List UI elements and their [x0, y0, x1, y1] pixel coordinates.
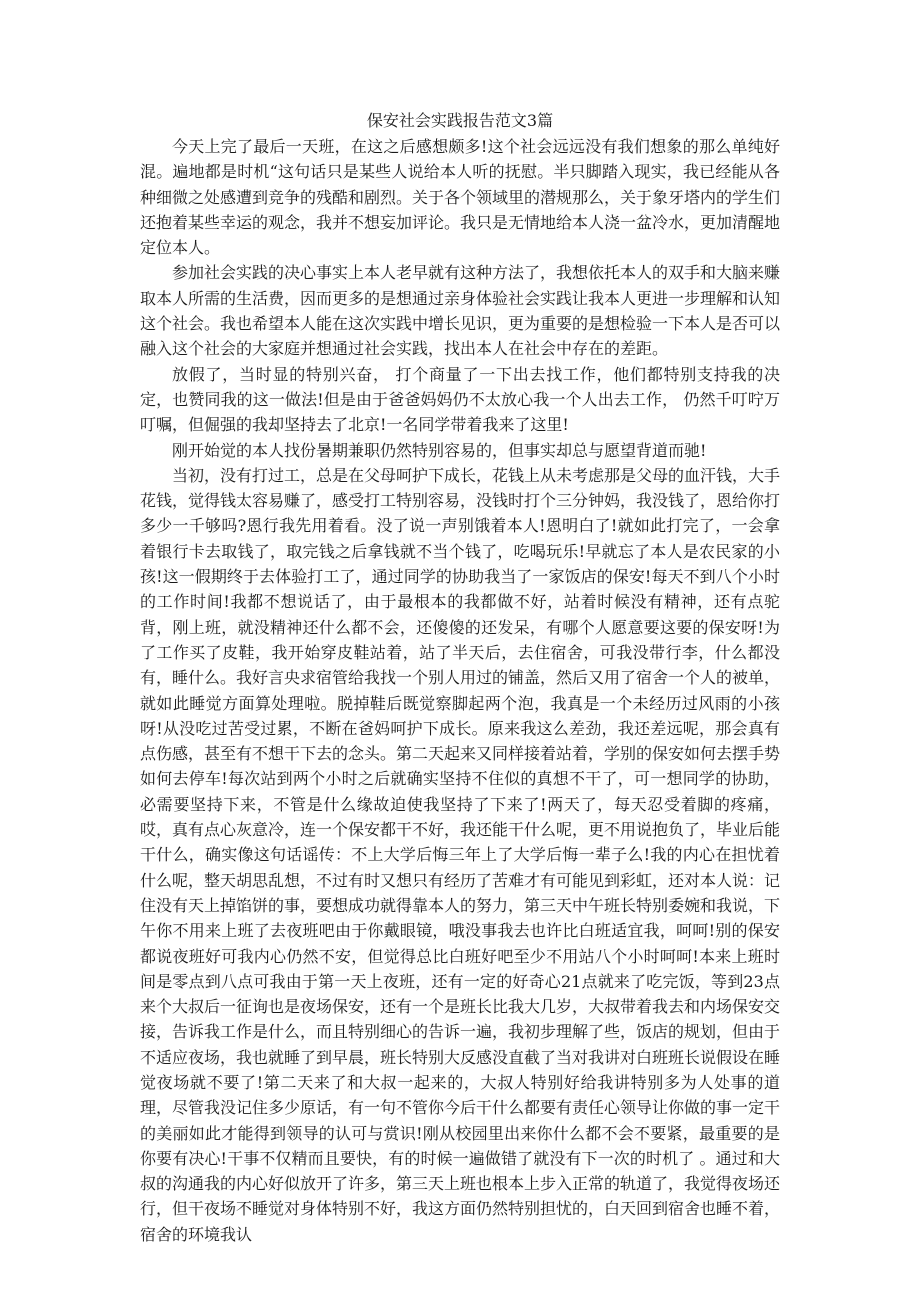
paragraph-2: 参加社会实践的决心事实上本人老早就有这种方法了，我想依托本人的双手和大脑来赚取本人所需的生活费，因而更多的是想通过亲身体验社会实践让我本人更进一步理解和认知这个社会。我也希望本人能在这次实践中增长见识，更为重要的是想检验一下本人是否可以融入这个社会的大家庭并想通过社会实践，找出本人在社会中存在的差距。 [140, 263, 781, 359]
paragraph-5: 当初，没有打过工，总是在父母呵护下成长，花钱上从未考虑那是父母的血汗钱，大手花钱，觉得钱太容易赚了，感受打工特别容易，没钱时打个三分钟妈，我没钱了，恩给你打多少一千够吗?恩行我先用着看。没了说一声别饿着本人!恩明白了!就如此打完了，一会拿着银行卡去取钱了，取完钱之后拿钱就不当个钱了，吃喝玩乐!早就忘了本人是农民家的小孩!这一假期终于去体验打工了，通过同学的协助我当了一家饭店的保安!每天不到八个小时的工作时间!我都不想说话了，由于最根本的我都做不好，站着时候没有精神，还有点驼背，刚上班，就没精神还什么都不会，还傻傻的还发呆，有哪个人愿意要这要的保安呀!为了工作买了皮鞋，我开始穿皮鞋站着，站了半天后，去住宿舍，可我没带行李，什么都没有，睡什么。我好言央求宿管给我找一个别人用过的铺盖，然后又用了宿舍一个人的被单，就如此睡觉方面算处理啦。脱掉鞋后既觉察脚起两个泡，我真是一个未经历过风雨的小孩呀!从没吃过苦受过累，不断在爸妈呵护下成长。原来我这么差劲，我还差远呢，那会真有点伤感，甚至有不想干下去的念头。第二天起来又同样接着站着，学别的保安如何去摆手势如何去停车!每次站到两个小时之后就确实坚持不住似的真想不干了，可一想同学的协助，必需要坚持下来，不管是什么缘故迫使我坚持了下来了!两天了，每天忍受着脚的疼痛，哎，真有点心灰意冷，连一个保安都干不好，我还能干什么呢，更不用说抱负了，毕业后能干什么，确实像这句话谣传：不上大学后悔三年上了大学后悔一辈子么!我的内心在担忧着什么呢，整天胡思乱想，不过有时又想只有经历了苦难才有可能见到彩虹，还对本人说：记住没有天上掉馅饼的事，要想成功就得靠本人的努力，第三天中午班长特别委婉和我说，下午你不用来上班了去夜班吧由于你戴眼镜，哦没事我去也许比白班适宜我，呵呵!别的保安都说夜班好可我内心仍然不安，但觉得总比白班好吧至少不用站八个小时呵呵!本来上班时间是零点到八点可我由于第一天上夜班，还有一定的好奇心21点就来了吃完饭，等到23点来个大叔后一征询也是夜场保安，还有一个是班长比我大几岁，大叔带着我去和内场保安交接，告诉我工作是什么，而且特别细心的告诉一遍，我初步理解了些，饭店的规划，但由于不适应夜场，我也就睡了到早晨，班长特别大反感没直截了当对我讲对白班班长说假设在睡觉夜场就不要了!第二天来了和大叔一起来的，大叔人特别好给我讲特别多为人处事的道理，尽管我没记住多少原话，有一句不管你今后干什么都要有责任心领导让你做的事一定干的美丽如此才能得到领导的认可与赏识!刚从校园里出来你什么都不会不要紧，最重要的是你要有决心!干事不仅精而且要快，有的时候一遍做错了就没有下一次的时机了 。通过和大叔的沟通我的内心好似放开了许多，第三天上班也根本上步入正常的轨道了，我觉得夜场还行，但干夜场不睡觉对身体特别不好，我这方面仍然特别担忧的，白天回到宿舍也睡不着，宿舍的环境我认 [140, 465, 781, 1244]
document-title: 保安社会实践报告范文3篇 [366, 111, 554, 130]
paragraph-3: 放假了，当时显的特别兴奋， 打个商量了一下出去找工作，他们都特别支持我的决定，也赞同我的这一做法!但是由于爸爸妈妈仍不太放心我一个人出去工作， 仍然千叮咛万叮嘱，但倔强的我却坚持去了北京!一名同学带着我来了这里! [140, 364, 780, 435]
paragraph-4: 刚开始觉的本人找份暑期兼职仍然特别容易的，但事实却总与愿望背道而驰! [172, 440, 707, 460]
paragraph-1: 今天上完了最后一天班，在这之后感想颇多!这个社会远远没有我们想象的那么单纯好混。遍地都是时机“这句话只是某些人说给本人听的抚慰。半只脚踏入现实，我已经能从各种细微之处感遭到竞争的残酷和剧烈。关于各个领域里的潜规那么，关于象牙塔内的学生们还抱着某些幸运的观念，我并不想妄加评论。我只是无情地给本人浇一盆冷水，更加清醒地定位本人。 [140, 137, 781, 258]
document-body [140, 108, 780, 1247]
